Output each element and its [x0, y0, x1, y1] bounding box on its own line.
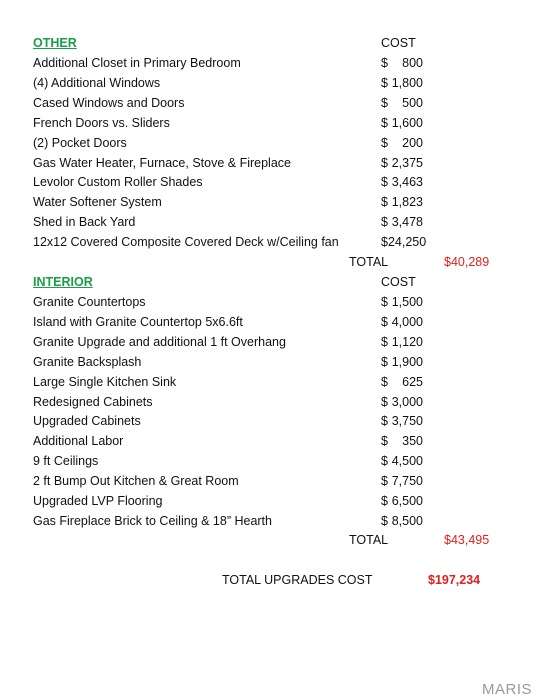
line-item-label: Cased Windows and Doors [33, 95, 185, 110]
cost-value: 2,375 [391, 155, 423, 170]
line-item-label: Gas Water Heater, Furnace, Stove & Fireplace [33, 155, 291, 170]
currency-symbol: $ [381, 135, 388, 150]
currency-symbol: $ [381, 434, 388, 449]
currency-symbol: $ [381, 374, 388, 389]
line-item-label: Granite Countertops [33, 295, 146, 309]
cost-value: 1,600 [391, 115, 423, 130]
cost-value: $24,250 [381, 235, 427, 250]
line-item-cost [381, 332, 423, 352]
cost-value: 1,500 [391, 295, 423, 309]
line-item-cost [381, 392, 423, 412]
line-item-cost [381, 53, 423, 73]
cost-header-interior: COST [381, 275, 416, 289]
line-item-cost [381, 471, 423, 491]
currency-symbol: $ [381, 56, 388, 70]
line-item-cost [381, 113, 423, 133]
currency-symbol: $ [381, 314, 388, 329]
currency-symbol: $ [381, 175, 388, 190]
cost-value: 500 [402, 95, 423, 110]
line-item-cost [381, 491, 423, 511]
line-item-label: Gas Fireplace Brick to Ceiling & 18” Hearth [33, 513, 272, 528]
total-label-interior: TOTAL [349, 533, 389, 547]
line-item-label: Additional Closet in Primary Bedroom [33, 56, 241, 70]
line-item-cost [381, 292, 423, 312]
cost-value: 3,000 [391, 394, 423, 409]
line-item-cost [381, 172, 423, 192]
line-item-cost [381, 212, 423, 232]
cost-value: 8,500 [391, 513, 423, 528]
currency-symbol: $ [381, 295, 388, 309]
line-item-cost [381, 411, 423, 431]
currency-symbol: $ [381, 474, 388, 489]
currency-symbol: $ [381, 95, 388, 110]
line-item-label: Granite Backsplash [33, 354, 142, 369]
line-item-label: Shed in Back Yard [33, 215, 136, 230]
cost-value: 1,800 [391, 75, 423, 90]
line-item-cost [381, 73, 423, 93]
total-value-other: $40,289 [444, 255, 490, 269]
currency-symbol: $ [381, 215, 388, 230]
line-item-cost [381, 153, 423, 173]
currency-symbol: $ [381, 414, 388, 429]
currency-symbol: $ [381, 513, 388, 528]
line-item-label: Upgraded LVP Flooring [33, 494, 163, 508]
line-item-label: Redesigned Cabinets [33, 394, 153, 409]
cost-value: 800 [402, 56, 423, 70]
line-item-label: (4) Additional Windows [33, 75, 161, 90]
cost-header-other: COST [381, 36, 416, 50]
line-item-label: Levolor Custom Roller Shades [33, 175, 203, 190]
grand-total-label: TOTAL UPGRADES COST [222, 573, 373, 587]
currency-symbol: $ [381, 195, 388, 210]
line-item-label: French Doors vs. Sliders [33, 115, 170, 130]
line-item-label: Large Single Kitchen Sink [33, 374, 177, 389]
cost-value: 1,900 [391, 354, 423, 369]
total-value-interior: $43,495 [444, 533, 490, 547]
cost-value: 4,000 [391, 314, 423, 329]
currency-symbol: $ [381, 494, 388, 508]
cost-value: 1,823 [391, 195, 423, 210]
line-item-cost [381, 451, 423, 471]
cost-value: 7,750 [391, 474, 423, 489]
line-item-cost [381, 192, 423, 212]
cost-value: 4,500 [391, 454, 423, 469]
currency-symbol: $ [381, 454, 388, 469]
cost-value: 3,750 [391, 414, 423, 429]
cost-value: 3,478 [391, 215, 423, 230]
cost-value: 625 [402, 374, 423, 389]
line-item-cost [381, 312, 423, 332]
line-item-cost [381, 352, 423, 372]
line-item-label: Island with Granite Countertop 5x6.6ft [33, 314, 243, 329]
total-label-other: TOTAL [349, 255, 389, 269]
currency-symbol: $ [381, 155, 388, 170]
line-item-label: 12x12 Covered Composite Covered Deck w/Ceiling fan [33, 235, 339, 250]
line-item-cost [381, 431, 423, 451]
line-item-cost [381, 133, 423, 153]
section-title-interior: INTERIOR [33, 275, 93, 289]
currency-symbol: $ [381, 334, 388, 349]
cost-value: 6,500 [391, 494, 423, 508]
line-item-cost [381, 93, 423, 113]
cost-value: 200 [402, 135, 423, 150]
line-item-cost [381, 372, 423, 392]
currency-symbol: $ [381, 394, 388, 409]
section-title-other: OTHER [33, 36, 77, 50]
maris-watermark: MARIS [481, 681, 532, 698]
grand-total-value: $197,234 [428, 573, 481, 587]
line-item-label: Granite Upgrade and additional 1 ft Overhang [33, 334, 286, 349]
line-item-cost [381, 232, 427, 252]
cost-value: 1,120 [391, 334, 423, 349]
line-item-label: (2) Pocket Doors [33, 135, 127, 150]
line-item-cost [381, 511, 423, 531]
currency-symbol: $ [381, 354, 388, 369]
line-item-label: 9 ft Ceilings [33, 454, 99, 469]
line-item-label: Additional Labor [33, 434, 124, 449]
line-item-label: Water Softener System [33, 195, 162, 210]
currency-symbol: $ [381, 75, 388, 90]
line-item-label: Upgraded Cabinets [33, 414, 141, 429]
cost-value: 350 [402, 434, 423, 449]
line-item-label: 2 ft Bump Out Kitchen & Great Room [33, 474, 239, 489]
currency-symbol: $ [381, 115, 388, 130]
cost-value: 3,463 [391, 175, 423, 190]
